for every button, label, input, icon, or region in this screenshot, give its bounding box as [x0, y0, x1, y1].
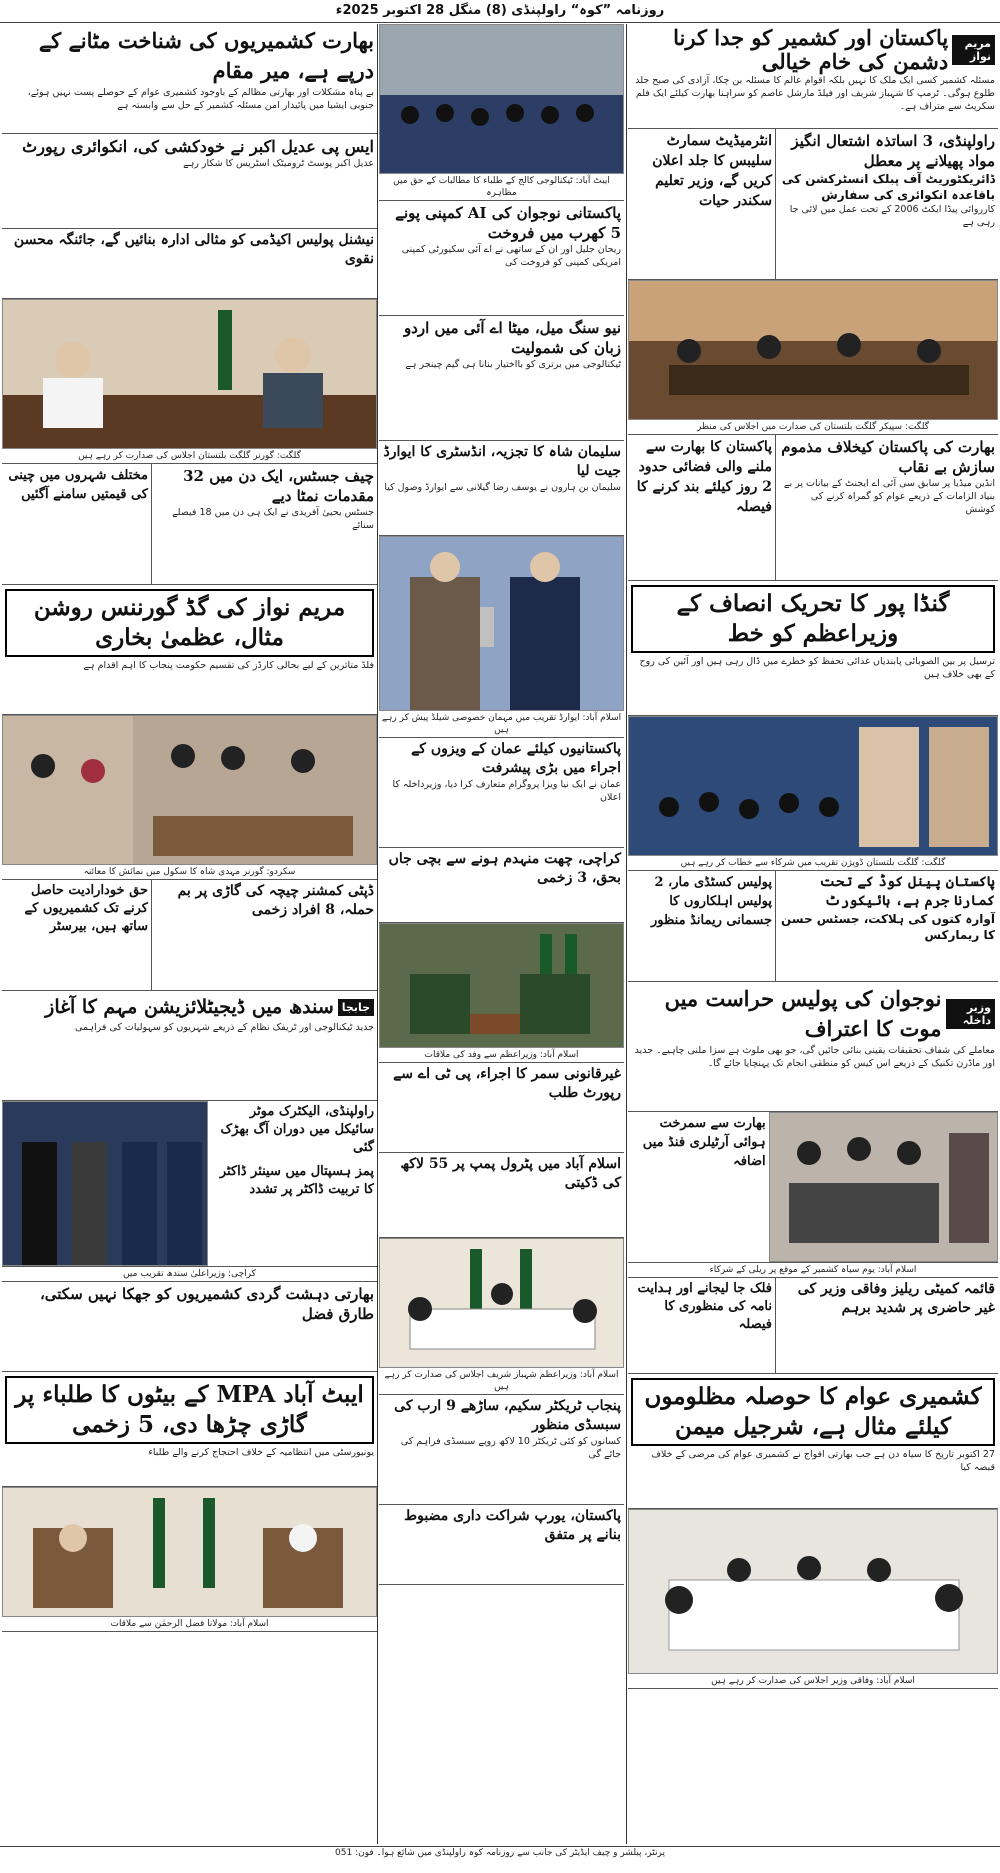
photo-students-gathering [628, 716, 998, 856]
story-artillery-fund [628, 1112, 769, 1262]
headline: گنڈا پور کا تحریک انصاف کے وزیراعظم کو خط [631, 585, 995, 653]
subheadline: ڈائریکٹوریٹ آف پبلک انسٹرکشن کی باقاعدہ انکوائری کی سفارش [781, 172, 995, 202]
story-body: عدیل اکبر پوسٹ ٹرومیٹک اسٹریس کا شکار رہے [183, 158, 374, 169]
headline: پولیس کسٹڈی مار، 2 پولیس اہلکاروں کا جسمانی ریمانڈ منظور [651, 875, 772, 928]
story-tractor-scheme [379, 1395, 624, 1505]
story-award [379, 441, 624, 536]
headline: مریم نواز کی گڈ گورننس روشن مثال، عظمیٰ بخاری [5, 589, 374, 657]
headline: ایبٹ آباد MPA کے بیٹوں کا طلباء پر گاڑی چڑھا دی، 5 زخمی [5, 1376, 374, 1444]
story-summer-pta [379, 1063, 624, 1153]
masthead-issue: (8) [485, 3, 507, 18]
footer-text: پرنٹر، پبلشر و چیف ایڈیٹر کی جانب سے روزنامہ کوہ راولپنڈی میں شائع ہوا۔ فون: 051 [335, 1848, 665, 1858]
story-motorbike-fire [208, 1101, 377, 1266]
photo-caption: گلگت: گورنر گلگت بلتستان اجلاس کی صدارت کر رہے ہیں [2, 449, 377, 464]
headline: اسلام آباد میں پٹرول پمپ پر 55 لاکھ کی ڈکیتی [400, 1156, 621, 1191]
photo-students-protest [379, 24, 624, 174]
story-body: جدید ٹیکنالوجی اور ٹریفک نظام کے ذریعے شہریوں کو سہولیات کی فراہمی [75, 1022, 374, 1033]
photo-caption: کراچی: وزیراعلیٰ سندھ تقریب میں [2, 1267, 377, 1282]
photo-caption: اسلام آباد: ایوارڈ تقریب میں مہمان خصوصی شیلڈ پیش کر رہے ہیں [379, 711, 624, 738]
headline: پنجاب ٹریکٹر سکیم، ساڑھے 9 ارب کی سبسڈی منظور [394, 1398, 621, 1433]
story-sindh-digital [2, 991, 377, 1101]
photo-caption: اسلام آباد: وزیراعظم سے وفد کی ملاقات [379, 1048, 624, 1063]
headline: نوجوان کی پولیس حراست میں موت کا اعتراف [664, 986, 942, 1041]
story-meta-ai-urdu [379, 316, 624, 441]
column-right [628, 24, 998, 1844]
story-self-determination [2, 880, 152, 990]
story-body: فلڈ متاثرین کے لیے بحالی کارڈز کی تقسیم حکومت پنجاب کا اہم اقدام ہے [83, 660, 374, 671]
story-sugar-prices [2, 464, 152, 584]
headline: ڈپٹی کمشنر چیچہ کی گاڑی پر بم حملہ، 8 افراد زخمی [177, 883, 374, 918]
headline: انٹرمیڈیٹ سمارٹ سلیبس کا جلد اعلان کریں گے، وزیر تعلیم سکندر حیات [652, 133, 772, 209]
headline: پاکستانیوں کیلئے عمان کے ویزوں کے اجراء میں بڑی پیشرفت [411, 741, 621, 776]
speaker-tag: جابجا [338, 999, 374, 1016]
photo-fazlur-rehman [2, 1487, 377, 1617]
story-kashmir-maryam [628, 24, 998, 129]
headline: ایس پی عدیل اکبر نے خودکشی کی، انکوائری رپورٹ [22, 137, 374, 156]
story-sharjeel-memon [628, 1374, 998, 1509]
headline: بھارت کشمیریوں کی شناخت مٹانے کے درپے ہے، میر مقام [38, 28, 374, 83]
headline: چیف جسٹس، ایک دن میں 32 مقدمات نمٹا دیے [183, 467, 374, 505]
photo-caption: ایبٹ آباد: ٹیکنالوجی کالج کے طلباء کا مطالبات کے حق میں مظاہرہ [379, 174, 624, 201]
masthead-date: منگل 28 اکتوبر 2025ء [335, 3, 482, 18]
story-body: انڈین میڈیا پر سابق سی آئی اے ایجنٹ کے بیانات پر بے بنیاد الزامات کے ذریعے عوام کو گمراہ کرنے کی کوشش [783, 478, 995, 515]
photo-ministers-meeting [628, 1509, 998, 1674]
story-body: یونیورسٹی میں انتظامیہ کے خلاف احتجاج کرنے والے طلباء [148, 1447, 374, 1458]
story-police-remand [628, 871, 776, 981]
headline: قائمہ کمیٹی ریلیز وفاقی وزیر کی غیر حاضری پر شدید برہم [797, 1281, 995, 1316]
story-karachi-roof [379, 848, 624, 923]
photo-award-ceremony [379, 536, 624, 711]
story-body: جسٹس یحییٰ آفریدی نے ایک ہی دن میں 18 فیصلے سنائے [172, 507, 374, 531]
story-body: کارروائی پیڈا ایکٹ 2006 کے تحت عمل میں لائی جا رہی ہے [789, 204, 995, 228]
story-mir-muqam [2, 24, 377, 134]
photo-caption: سکردو: گورنر مہدی شاہ کا سکول میں نمائش کا معائنہ [2, 865, 377, 880]
story-body: 27 اکتوبر تاریخ کا سیاہ دن ہے جب بھارتی افواج نے کشمیری عوام کی مرضی کے خلاف قبضہ کیا [651, 1449, 995, 1473]
headline: راولپنڈی، 3 اساتذہ اشتعال انگیز مواد پھیلانے پر معطل [791, 132, 995, 170]
headline: مختلف شہروں میں چینی کی قیمتیں سامنے آگئیں [8, 468, 148, 502]
photo-caption: اسلام آباد: مولانا فضل الرحمٰن سے ملاقات [2, 1617, 377, 1632]
story-oman-visas [379, 738, 624, 848]
story-petrol-robbery [379, 1153, 624, 1238]
photo-meeting-gilgit [628, 280, 998, 420]
story-tariq-fazal [2, 1282, 377, 1372]
story-gandapur-letter [628, 581, 998, 716]
headline: فلک جا لیجانے اور ہدایت نامہ کی منظوری کا فیصلہ [637, 1281, 772, 1332]
footer-imprint [0, 1846, 1000, 1873]
story-chief-justice [152, 464, 377, 584]
photo-caption: گلگت: سپیکر گلگت بلتستان کی صدارت میں اجلاس کی منظر [628, 420, 998, 435]
photo-caption: اسلام آباد: یوم سیاہ کشمیر کے موقع پر ریلی کے شرکاء [628, 1263, 998, 1278]
photo-pm-meeting [379, 923, 624, 1048]
headline-pims: پمز ہسپتال میں سینئر ڈاکٹر کا تربیت ڈاکٹر پر تشدد [219, 1164, 374, 1197]
story-sp-adeel [2, 134, 377, 229]
story-abbottabad-mpa [2, 1372, 377, 1487]
photo-shehbaz-meeting [379, 1238, 624, 1368]
story-dc-bomb [152, 880, 377, 990]
subheadline: آوارہ کتوں کی ہلاکت، جسٹس حسن کا ریمارکس [780, 912, 995, 942]
headline: بھارتی دہشت گردی کشمیریوں کو جھکا نہیں سکتی، طارق فضل [39, 1285, 374, 1323]
story-body: سلیمان بن ہارون نے یوسف رضا گیلانی سے ایوارڈ وصول کیا [384, 482, 621, 493]
headline: پاکستان پینل کوڈ کے تحت کمارنا جرم ہے، ہائیکورٹ [819, 874, 995, 909]
photo-caption: اسلام آباد: وزیراعظم شہباز شریف اجلاس کی صدارت کر رہے ہیں [379, 1368, 624, 1395]
photo-school-exhibition [2, 715, 377, 865]
photo-cm-sindh [2, 1101, 208, 1266]
story-penal-code [776, 871, 998, 981]
headline: حق خودارادیت حاصل کرنے تک کشمیریوں کے ساتھ ہیں، بیرسٹر [24, 883, 148, 934]
headline: بھارت سے سمرخت ہوائی آرٹیلری فنڈ میں اضافہ [642, 1116, 766, 1169]
story-ai-company [379, 201, 624, 316]
story-police-academy [2, 229, 377, 299]
story-teachers-suspended [776, 129, 998, 279]
story-body: مسئلہ کشمیر کسی ایک ملک کا نہیں بلکہ اقوام عالم کا مسئلہ بن چکا، آزادی کی صبح جلد طلوع ہوگی۔ ٹرمپ کا شہباز شریف اور فیلڈ مارشل عاصم کو سراہنا بھارت کیلئے ایک فلم سکرپٹ سے متراف ہے۔ [635, 75, 995, 112]
headline: نیشنل پولیس اکیڈمی کو مثالی ادارہ بنائیں گے، جائنگہ محسن نقوی [13, 232, 374, 267]
headline: سلیمان شاہ کا تجزیہ، انڈسٹری کا ایوارڈ جیت لیا [383, 444, 621, 479]
column-left [2, 24, 377, 1844]
headline: نیو سنگ میل، میٹا اے آئی میں اردو زبان کی شمولیت [403, 319, 621, 357]
story-body: ریحان جلیل اور ان کے ساتھی نے اے آئی سکیورٹی کمپنی امریکی کمپنی کو فروخت کی [401, 244, 621, 268]
story-body: معاملے کی شفاف تحقیقات یقینی بنائی جائیں گی، جو بھی ملوث ہے سزا ملنی چاہیے۔ جدید اور ماڈرن تکنیک کے ذریعے اس کیس کو منطقی انجام تک پہنچایا جائے گا۔ [634, 1045, 995, 1069]
story-airspace-closed [628, 435, 776, 580]
story-custody-death [628, 982, 998, 1112]
story-pak-europe [379, 1505, 624, 1585]
story-body: بے پناہ مشکلات اور بھارتی مظالم کے باوجود کشمیری عوام کے حوصلے پست نہیں ہوئے، جنوبی ایشیا میں پائیدار امن مسئلہ کشمیر کے حل سے وابستہ ہے [27, 87, 374, 111]
column-middle [379, 24, 624, 1844]
story-body: عمان نے ایک نیا ویزا پروگرام متعارف کرا دیا، وزیرداخلہ کا اعلان [392, 779, 621, 803]
headline: غیرقانونی سمر کا اجراء، پی ٹی اے سے رپورٹ طلب [393, 1066, 621, 1101]
photo-caption: اسلام آباد: وفاقی وزیر اجلاس کی صدارت کر رہے ہیں [628, 1674, 998, 1689]
story-body: کسانوں کو کئی ٹریکٹر 10 لاکھ روپے سبسڈی فراہم کی جائے گی [400, 1436, 621, 1460]
headline: بھارت کی پاکستان کیخلاف مذموم سازش بے نقاب [781, 438, 995, 476]
headline: سندھ میں ڈیجیٹلائزیشن مہم کا آغاز [45, 996, 334, 1018]
story-smart-syllabus [628, 129, 776, 279]
masthead [0, 0, 1000, 23]
headline: پاکستان کا بھارت سے ملنے والی فضائی حدود 2 روز کیلئے بند کرنے کا فیصلہ [636, 439, 772, 515]
headline: کراچی، چھت منہدم ہونے سے بچی جاں بحق، 3 زخمی [388, 851, 621, 886]
headline: پاکستان اور کشمیر کو جدا کرنا دشمن کی خام خیالی [673, 25, 949, 74]
masthead-paper: روزنامہ ”کوہ“ راولپنڈی [511, 3, 665, 18]
speaker-tag: مریم نواز [952, 35, 995, 65]
story-body: ٹیکنالوجی میں برتری کو بااختیار بنانا ہی گیم چینجر ہے [405, 359, 621, 370]
story-india-conspiracy [776, 435, 998, 580]
story-maryam-governance [2, 585, 377, 715]
photo-kashmir-rally [769, 1112, 998, 1262]
photo-caption: گلگت: گلگت بلتستان ڈویژن تقریب میں شرکاء سے خطاب کر رہے ہیں [628, 856, 998, 871]
photo-governor-office [2, 299, 377, 449]
speaker-tag: وزیر داخلہ [946, 999, 996, 1029]
headline: پاکستان، یورپ شراکت داری مضبوط بنانے پر متفق [404, 1508, 621, 1543]
story-falak-jalia [628, 1278, 776, 1373]
headline: کشمیری عوام کا حوصلہ مظلوموں کیلئے مثال ہے، شرجیل میمن [631, 1378, 995, 1446]
headline: پاکستانی نوجوان کی AI کمپنی پونے 5 کھرب میں فروخت [395, 204, 621, 242]
story-committee-angry [776, 1278, 998, 1373]
story-body: ترسیل پر بین الصوبائی پابندیاں غذائی تحفظ کو خطرے میں ڈال رہی ہیں اور آئین کی روح کے بھی خلاف ہیں [639, 656, 995, 680]
headline: راولپنڈی، الیکٹرک موٹر سائیکل میں دوران آگ بھڑک گئی [220, 1104, 374, 1155]
